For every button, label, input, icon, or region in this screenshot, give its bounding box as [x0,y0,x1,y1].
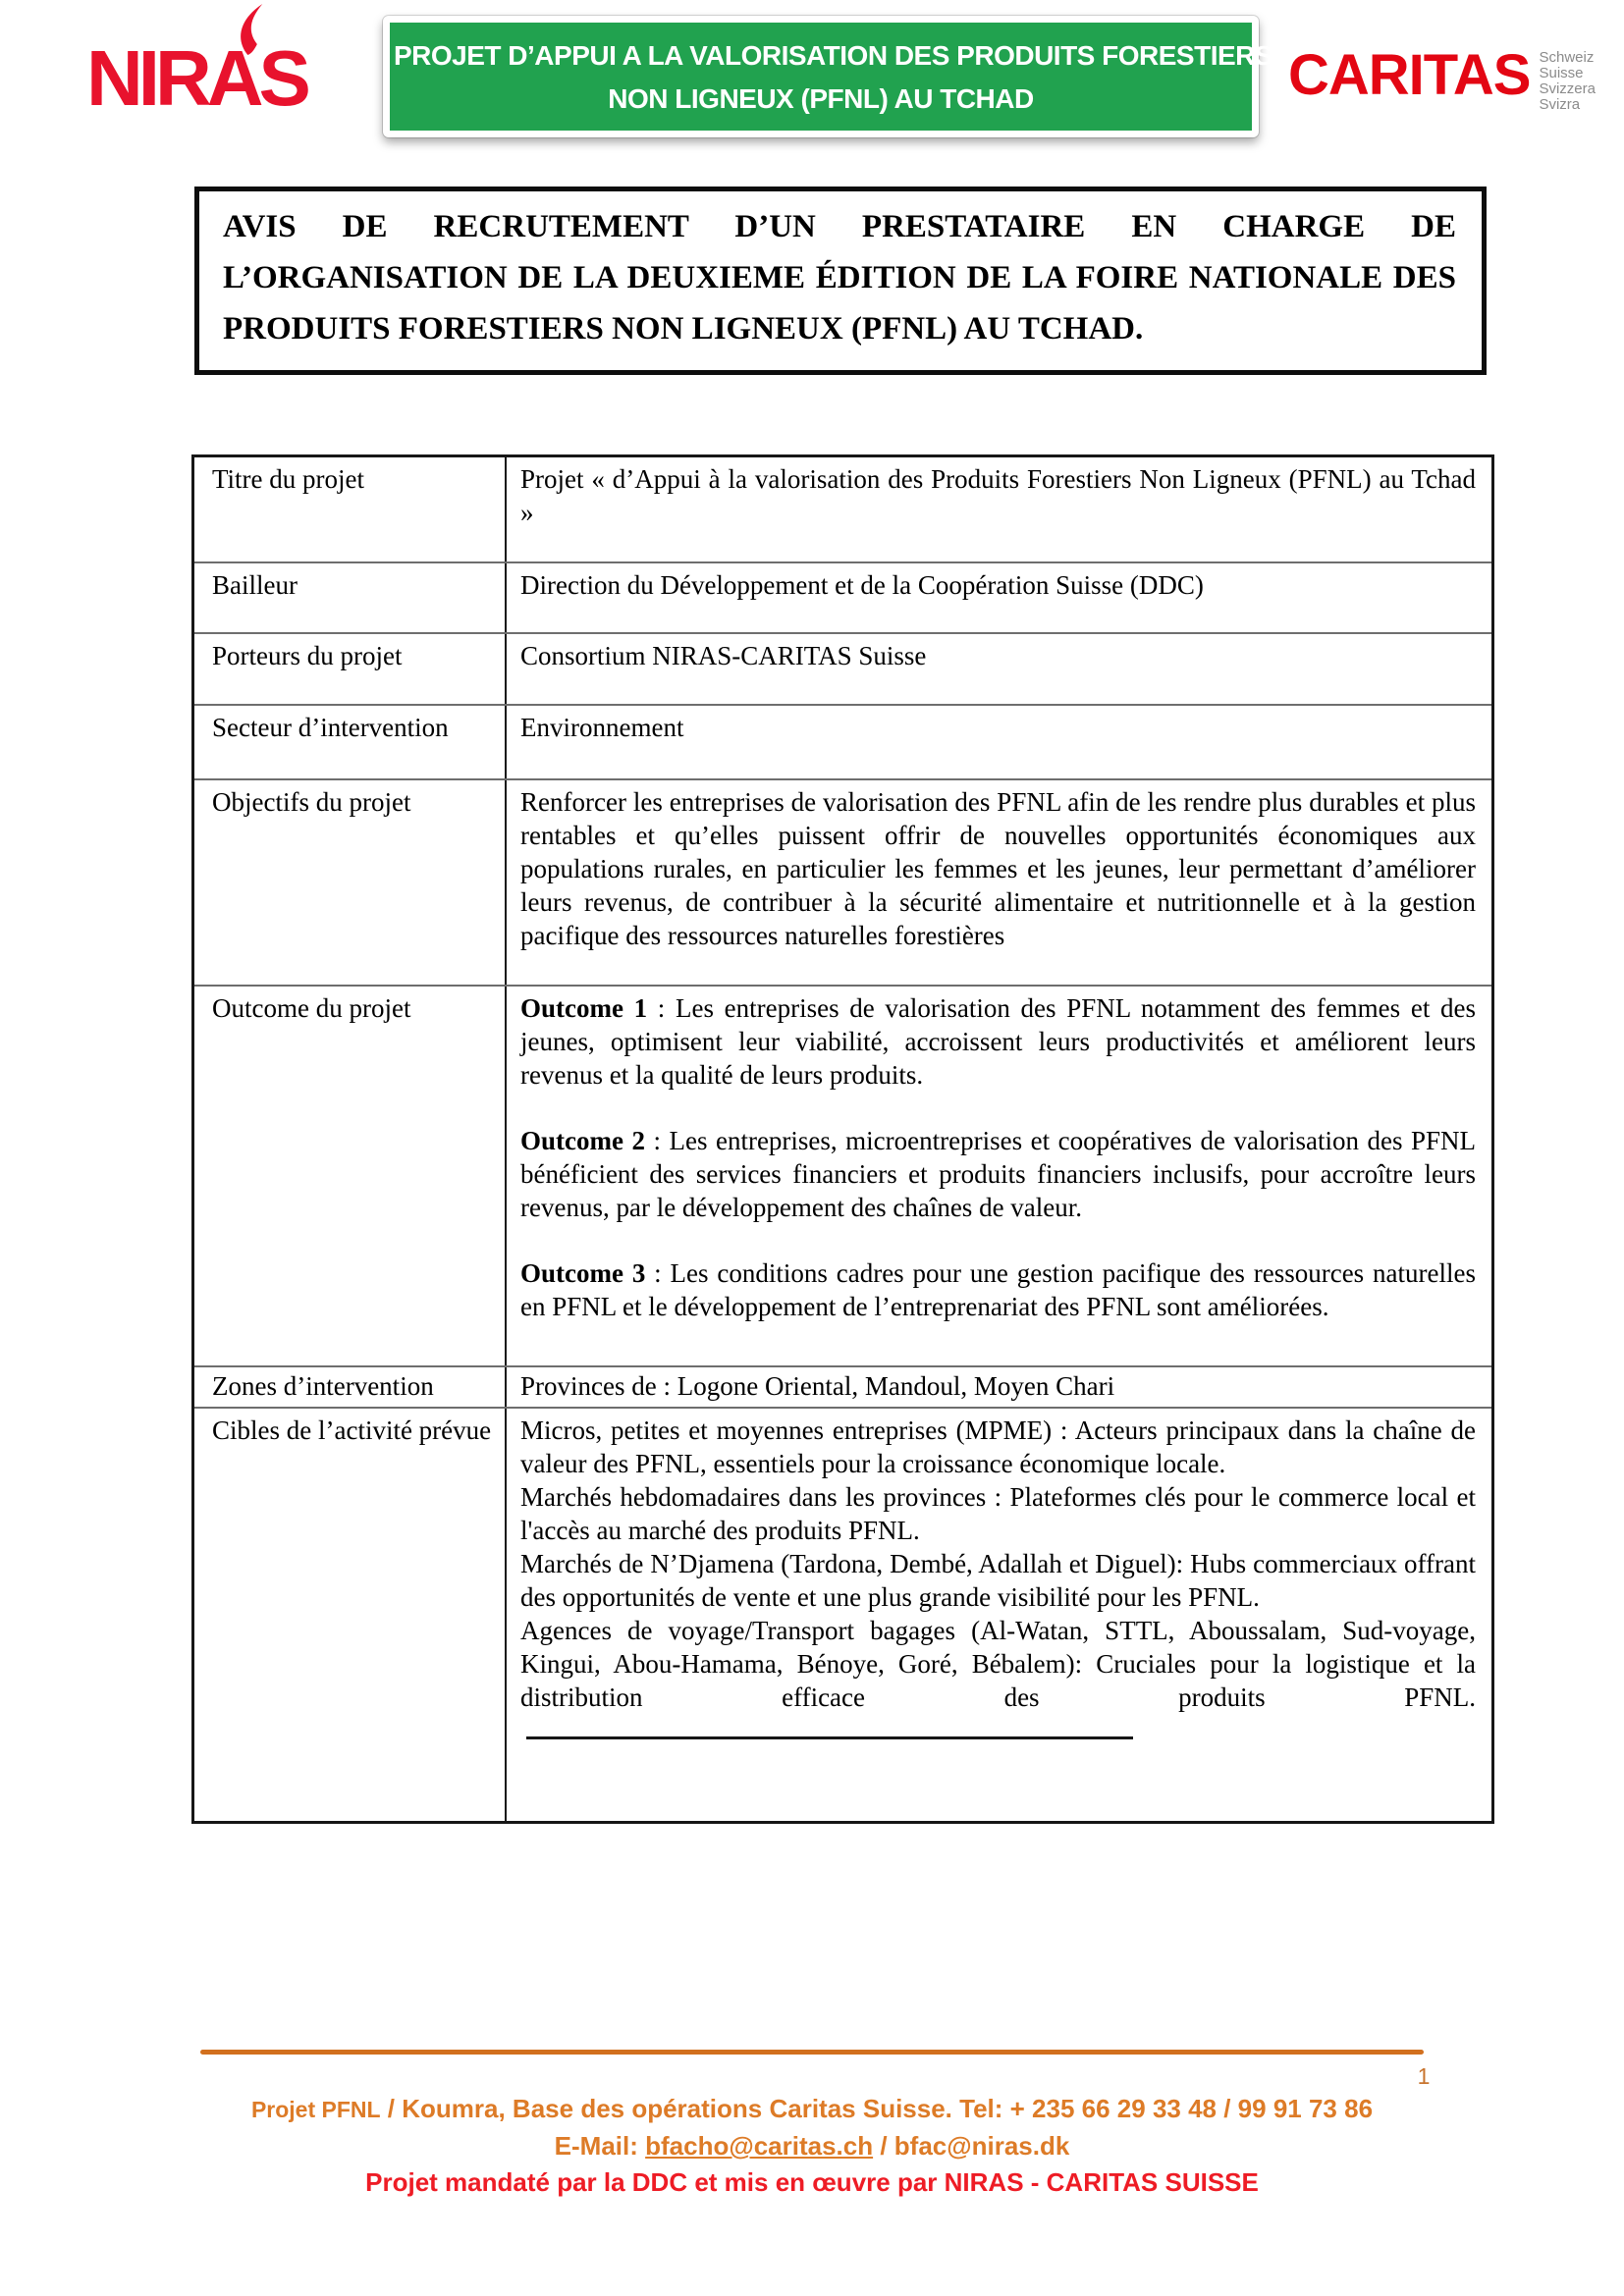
row-value: Provinces de : Logone Oriental, Mandoul, Moyen Chari [520,1371,1115,1401]
page-number: 1 [1417,2063,1431,2089]
row-label: Objectifs du projet [194,780,507,985]
outcome-lead: Outcome 3 [520,1258,646,1288]
project-banner-background [390,23,1273,131]
table-row-outcome-du-projet [194,985,1491,1365]
niras-logo [86,4,352,132]
cible-paragraph: Micros, petites et moyennes entreprises (MPME) : Acteurs principaux dans la chaîne de valeur des PFNL, essentiels pour la croissance économique locale. [520,1415,1476,1478]
outcome-lead: Outcome 1 [520,993,648,1023]
table-row-zones-intervention [194,1365,1491,1407]
table-row-porteurs-du-projet [194,632,1491,704]
caritas-region-label: Suisse [1539,65,1584,81]
outcome-text: : Les entreprises de valorisation des PFNL notamment des femmes et des jeunes, optimisent leur viabilité, accroissent leurs productivités et améliorent leurs revenus et la qualité de leurs produits. [520,993,1476,1090]
email-niras: bfac@niras.dk [893,2131,1070,2161]
row-value [507,1409,1491,1821]
email-label: E-Mail: [554,2131,646,2161]
table-row-titre-du-projet [194,457,1491,561]
cible-paragraph [520,1614,1476,1747]
row-value: Direction du Développement et de la Coopération Suisse (DDC) [520,570,1204,600]
outcome-paragraph [520,1256,1476,1323]
footer-contact-line [0,2094,1624,2124]
caritas-region-label: Svizzera [1539,80,1596,97]
caritas-logo [1288,43,1596,113]
recruitment-notice-title-box [194,187,1487,375]
row-value: Projet « d’Appui à la valorisation des Produits Forestiers Non Ligneux (PFNL) au Tchad » [520,464,1476,527]
trailing-underline [526,1733,1133,1739]
row-value: Consortium NIRAS-CARITAS Suisse [520,641,927,670]
cible-paragraph: Marchés de N’Djamena (Tardona, Dembé, Adallah et Diguel): Hubs commerciaux offrant des opportunités de vente et une plus grande visibilité pour les PFNL. [520,1549,1476,1612]
footer-contact-details: / Koumra, Base des opérations Caritas Suisse. Tel: + 235 66 29 33 48 / 99 91 73 86 [380,2094,1374,2123]
table-row-secteur-intervention [194,704,1491,778]
table-row-cibles-activite [194,1407,1491,1821]
row-label: Bailleur [194,563,507,632]
title-line: L’ORGANISATION DE LA DEUXIEME ÉDITION DE LA FOIRE NATIONALE DES [223,260,1456,295]
outcome-paragraph [520,1124,1476,1224]
row-label: Secteur d’intervention [194,706,507,778]
table-row-objectifs-du-projet [194,778,1491,985]
caritas-wordmark: CARITAS [1288,43,1531,107]
project-summary-table [191,454,1494,1824]
banner-title-line1: PROJET D’APPUI A LA VALORISATION DES PRODUITS FORESTIERS [394,40,1273,71]
row-label: Titre du projet [194,457,507,561]
email-separator: / [873,2131,894,2161]
footer-project-name: Projet PFNL [250,2097,381,2122]
email-link-caritas[interactable]: bfacho@caritas.ch [645,2131,874,2161]
row-label: Cibles de l’activité prévue [194,1409,507,1821]
title-line: AVIS DE RECRUTEMENT D’UN PRESTATAIRE EN CHARGE DE [223,209,1456,244]
cible-text: Agences de voyage/Transport bagages (Al-Watan, STTL, Aboussalam, Sud-voyage, Kingui, Abou-Hamama, Bénoye, Goré, Bébalem): Cruciales pour la logistique et la distribution efficace des produits PFNL. [520,1616,1476,1712]
row-label: Porteurs du projet [194,634,507,704]
outcome-text: : Les conditions cadres pour une gestion pacifique des ressources naturelles en PFNL et le développement de l’entreprenariat des PFNL sont améliorées. [520,1258,1477,1321]
footer-email-line [0,2131,1624,2162]
row-value: Environnement [520,713,684,742]
caritas-region-label: Schweiz [1539,49,1595,66]
caritas-region-names [1539,50,1596,113]
row-value: Renforcer les entreprises de valorisation des PFNL afin de les rendre plus durables et plus rentables et qu’elles puissent offrir de nouvelles opportunités économiques aux populations rurales, en particulier les femmes et les jeunes, leur permettant d’améliorer leurs revenus, de contribuer à la sécurité alimentaire et nutritionnelle et à la gestion pacifique des ressources naturelles forestières [520,787,1476,950]
row-value [507,987,1491,1365]
outcome-text: : Les entreprises, microentreprises et coopératives de valorisation des PFNL bénéficient des services financiers et produits financiers inclusifs, pour accroître leurs revenus, par le développement des chaînes de valeur. [520,1126,1477,1222]
project-banner [383,16,1273,137]
banner-title-line2: NON LIGNEUX (PFNL) AU TCHAD [608,83,1034,114]
footer-divider-rule [200,2050,1424,2055]
row-label: Zones d’intervention [194,1367,507,1407]
outcome-paragraph [520,991,1476,1092]
outcome-lead: Outcome 2 [520,1126,645,1155]
table-row-bailleur [194,561,1491,632]
title-line: PRODUITS FORESTIERS NON LIGNEUX (PFNL) AU TCHAD. [223,311,1144,347]
footer-mandate-line: Projet mandaté par la DDC et mis en œuvre par NIRAS - CARITAS SUISSE [365,2167,1259,2197]
niras-wordmark: NIRAS [86,34,306,122]
cible-paragraph: Marchés hebdomadaires dans les provinces : Plateformes clés pour le commerce local et l'accès au marché des produits PFNL. [520,1482,1476,1545]
caritas-region-label: Svizra [1539,96,1581,113]
row-label: Outcome du projet [194,987,507,1365]
